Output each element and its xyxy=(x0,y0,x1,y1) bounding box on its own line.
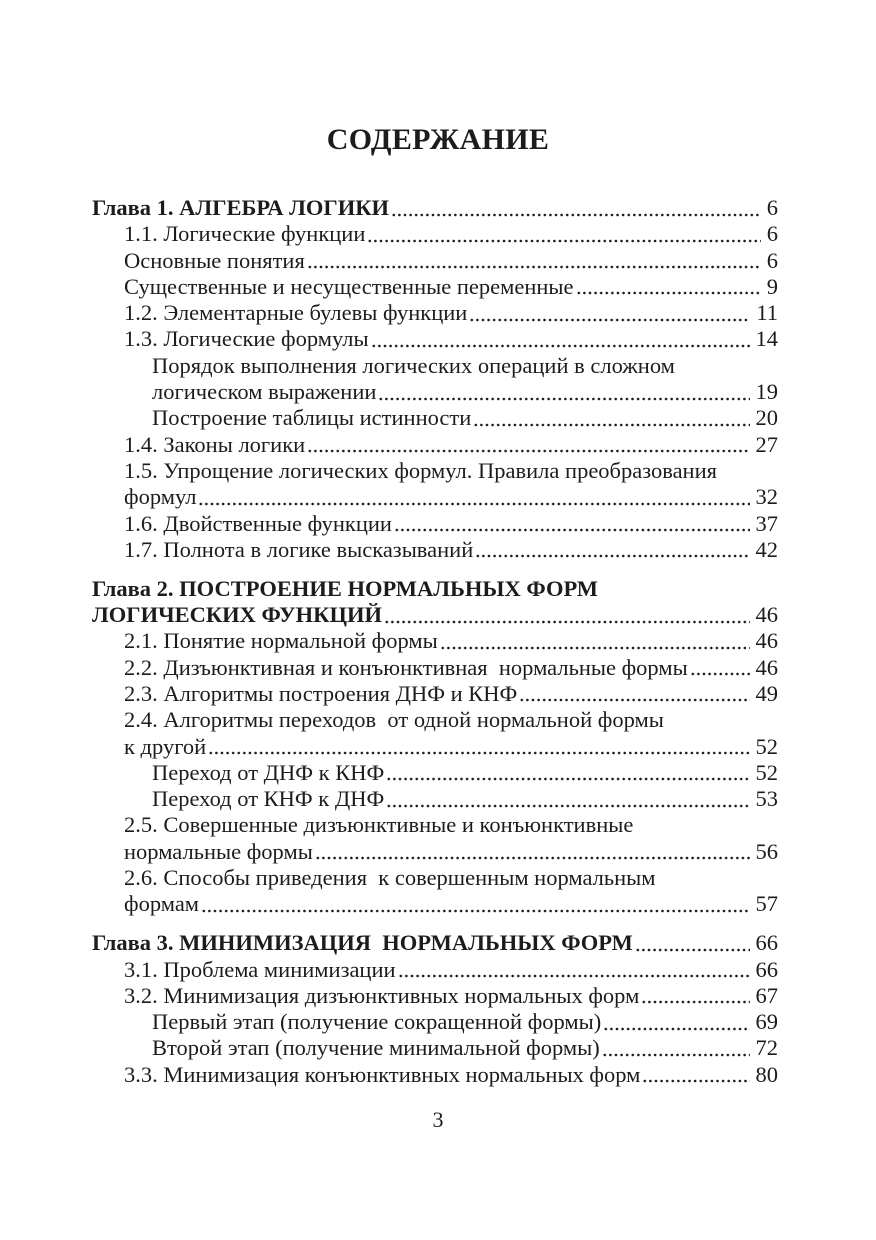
toc-entry-title: Второй этап (получение минимальной формы) xyxy=(152,1035,600,1061)
dot-leader xyxy=(642,1062,749,1088)
toc-entry-line xyxy=(92,379,778,405)
toc-entry-page: 46 xyxy=(755,628,778,654)
toc-subsection-dnf-to-cnf xyxy=(92,760,778,786)
toc-entry-title: 1.5. Упрощение логических формул. Правила преобразования xyxy=(124,457,717,483)
dot-leader xyxy=(602,1035,750,1061)
toc-entry-page: 52 xyxy=(755,759,778,785)
toc-section-1-1 xyxy=(92,221,778,247)
toc-entry-line xyxy=(92,734,778,760)
toc-entry-page: 42 xyxy=(755,536,778,562)
toc-entry-page: 46 xyxy=(755,602,778,628)
toc-section-2-6 xyxy=(92,865,778,918)
dot-leader xyxy=(641,983,749,1009)
toc-section-3-1 xyxy=(92,957,778,983)
toc-entry-title: Основные понятия xyxy=(124,247,305,273)
toc-entry-title: Глава 3. МИНИМИЗАЦИЯ НОРМАЛЬНЫХ ФОРМ xyxy=(92,930,633,956)
toc-entry-page: 27 xyxy=(755,431,778,457)
toc-entry-title: Первый этап (получение сокращенной формы) xyxy=(152,1009,602,1035)
toc-entry-title-continued: логическом выражении xyxy=(152,379,377,405)
toc-section-2-4 xyxy=(92,707,778,760)
dot-leader xyxy=(473,405,749,431)
toc-section-1-4 xyxy=(92,432,778,458)
toc-entry-title: Порядок выполнения логических операций в сложном xyxy=(152,352,675,378)
dot-leader xyxy=(391,195,761,221)
toc-entry-page: 14 xyxy=(755,326,778,352)
dot-leader xyxy=(398,957,750,983)
dot-leader xyxy=(386,786,749,812)
toc-section-1-3 xyxy=(92,326,778,352)
table-of-contents xyxy=(92,195,778,1088)
toc-entry-page: 20 xyxy=(755,405,778,431)
toc-entry-page: 72 xyxy=(755,1035,778,1061)
toc-entry-title: 1.6. Двойственные функции xyxy=(124,510,392,536)
dot-leader xyxy=(386,760,749,786)
toc-entry-page: 67 xyxy=(755,982,778,1008)
toc-entry-page: 49 xyxy=(755,680,778,706)
dot-leader xyxy=(576,274,761,300)
dot-leader xyxy=(635,930,750,956)
toc-entry-page: 32 xyxy=(755,484,778,510)
toc-entry-page: 19 xyxy=(755,379,778,405)
toc-entry-line xyxy=(92,891,778,917)
toc-entry-line xyxy=(92,484,778,510)
toc-section-1-5 xyxy=(92,458,778,511)
toc-entry-title: 2.1. Понятие нормальной формы xyxy=(124,628,438,654)
toc-entry-title: Переход от ДНФ к КНФ xyxy=(152,759,385,785)
toc-entry-title: 2.3. Алгоритмы построения ДНФ и КНФ xyxy=(124,680,518,706)
toc-section-1-7 xyxy=(92,537,778,563)
toc-subsection-cnf-to-dnf xyxy=(92,786,778,812)
toc-entry-title: 2.2. Дизъюнктивная и конъюнктивная нормальные формы xyxy=(124,654,688,680)
toc-entry-title-continued: формул xyxy=(124,484,197,510)
dot-leader xyxy=(208,734,749,760)
toc-entry-page: 37 xyxy=(755,510,778,536)
toc-entry-line xyxy=(92,812,778,838)
toc-entry-page: 6 xyxy=(766,221,778,247)
toc-entry-title: Глава 2. ПОСТРОЕНИЕ НОРМАЛЬНЫХ ФОРМ xyxy=(92,575,599,601)
dot-leader xyxy=(307,432,749,458)
page-title: СОДЕРЖАНИЕ xyxy=(326,123,550,156)
toc-entry-line xyxy=(92,707,778,733)
toc-entry-line xyxy=(92,865,778,891)
toc-subsection-first-stage xyxy=(92,1009,778,1035)
toc-entry-title: 1.7. Полнота в логике высказываний xyxy=(124,536,474,562)
toc-entry-title: 3.1. Проблема минимизации xyxy=(124,956,396,982)
toc-entry-title: 3.2. Минимизация дизъюнктивных нормальных форм xyxy=(124,982,640,1008)
dot-leader xyxy=(469,300,750,326)
toc-subsection-truth-table xyxy=(92,405,778,431)
toc-entry-page: 46 xyxy=(755,654,778,680)
toc-chapter-2 xyxy=(92,576,778,629)
dot-leader xyxy=(307,248,761,274)
toc-section-3-2 xyxy=(92,983,778,1009)
dot-leader xyxy=(315,839,750,865)
toc-entry-page: 53 xyxy=(755,786,778,812)
toc-entry-title: Переход от КНФ к ДНФ xyxy=(152,786,385,812)
toc-entry-page: 66 xyxy=(755,956,778,982)
toc-subsection-second-stage xyxy=(92,1035,778,1061)
toc-entry-title: Построение таблицы истинности xyxy=(152,405,472,431)
toc-entry-title-continued: к другой xyxy=(124,733,207,759)
toc-entry-title-continued: ЛОГИЧЕСКИХ ФУНКЦИЙ xyxy=(92,602,382,628)
toc-subsection-operation-order xyxy=(92,353,778,406)
toc-entry-title: 1.1. Логические функции xyxy=(124,221,366,247)
toc-entry-title: 2.5. Совершенные дизъюнктивные и конъюнктивные xyxy=(124,812,634,838)
toc-entry-title: Глава 1. АЛГЕБРА ЛОГИКИ xyxy=(92,195,390,220)
dot-leader xyxy=(198,484,749,510)
dot-leader xyxy=(378,379,749,405)
toc-entry-title: 3.3. Минимизация конъюнктивных нормальных форм xyxy=(124,1061,641,1087)
toc-entry-page: 80 xyxy=(755,1061,778,1087)
toc-entry-title: 1.2. Элементарные булевы функции xyxy=(124,300,468,326)
toc-entry-line xyxy=(92,839,778,865)
dot-leader xyxy=(440,628,750,654)
toc-entry-page: 11 xyxy=(756,300,778,326)
toc-subsection-basic-concepts xyxy=(92,248,778,274)
toc-chapter-1 xyxy=(92,195,778,221)
dot-leader xyxy=(367,221,760,247)
toc-entry-page: 6 xyxy=(766,247,778,273)
toc-entry-title: 2.4. Алгоритмы переходов от одной нормальной формы xyxy=(124,707,664,733)
toc-entry-page: 69 xyxy=(755,1009,778,1035)
toc-section-1-6 xyxy=(92,511,778,537)
toc-section-2-3 xyxy=(92,681,778,707)
dot-leader xyxy=(371,326,750,352)
dot-leader xyxy=(519,681,749,707)
toc-entry-title: 2.6. Способы приведения к совершенным нормальным xyxy=(124,865,656,891)
toc-subsection-essential-variables xyxy=(92,274,778,300)
toc-entry-page: 66 xyxy=(755,930,778,956)
toc-entry-page: 56 xyxy=(755,838,778,864)
toc-entry-line xyxy=(92,458,778,484)
toc-section-2-5 xyxy=(92,812,778,865)
dot-leader xyxy=(475,537,749,563)
toc-entry-title-continued: нормальные формы xyxy=(124,838,313,864)
toc-section-2-1 xyxy=(92,628,778,654)
toc-entry-page: 9 xyxy=(766,273,778,299)
toc-section-3-3 xyxy=(92,1062,778,1088)
toc-entry-title: 1.3. Логические формулы xyxy=(124,326,369,352)
toc-entry-title: Существенные и несущественные переменные xyxy=(124,273,574,299)
dot-leader xyxy=(603,1009,749,1035)
dot-leader xyxy=(384,602,750,628)
toc-entry-line xyxy=(92,353,778,379)
dot-leader xyxy=(201,891,749,917)
toc-entry-line xyxy=(92,576,778,602)
toc-entry-page: 52 xyxy=(755,733,778,759)
toc-section-1-2 xyxy=(92,300,778,326)
toc-entry-title: 1.4. Законы логики xyxy=(124,431,306,457)
toc-entry-page: 57 xyxy=(755,891,778,917)
toc-entry-page: 6 xyxy=(766,195,778,220)
toc-entry-line xyxy=(92,602,778,628)
dot-leader xyxy=(690,655,750,681)
toc-entry-title-continued: формам xyxy=(124,891,200,917)
page-number: 3 xyxy=(432,1107,444,1132)
toc-chapter-3 xyxy=(92,930,778,956)
toc-section-2-2 xyxy=(92,655,778,681)
dot-leader xyxy=(394,511,750,537)
